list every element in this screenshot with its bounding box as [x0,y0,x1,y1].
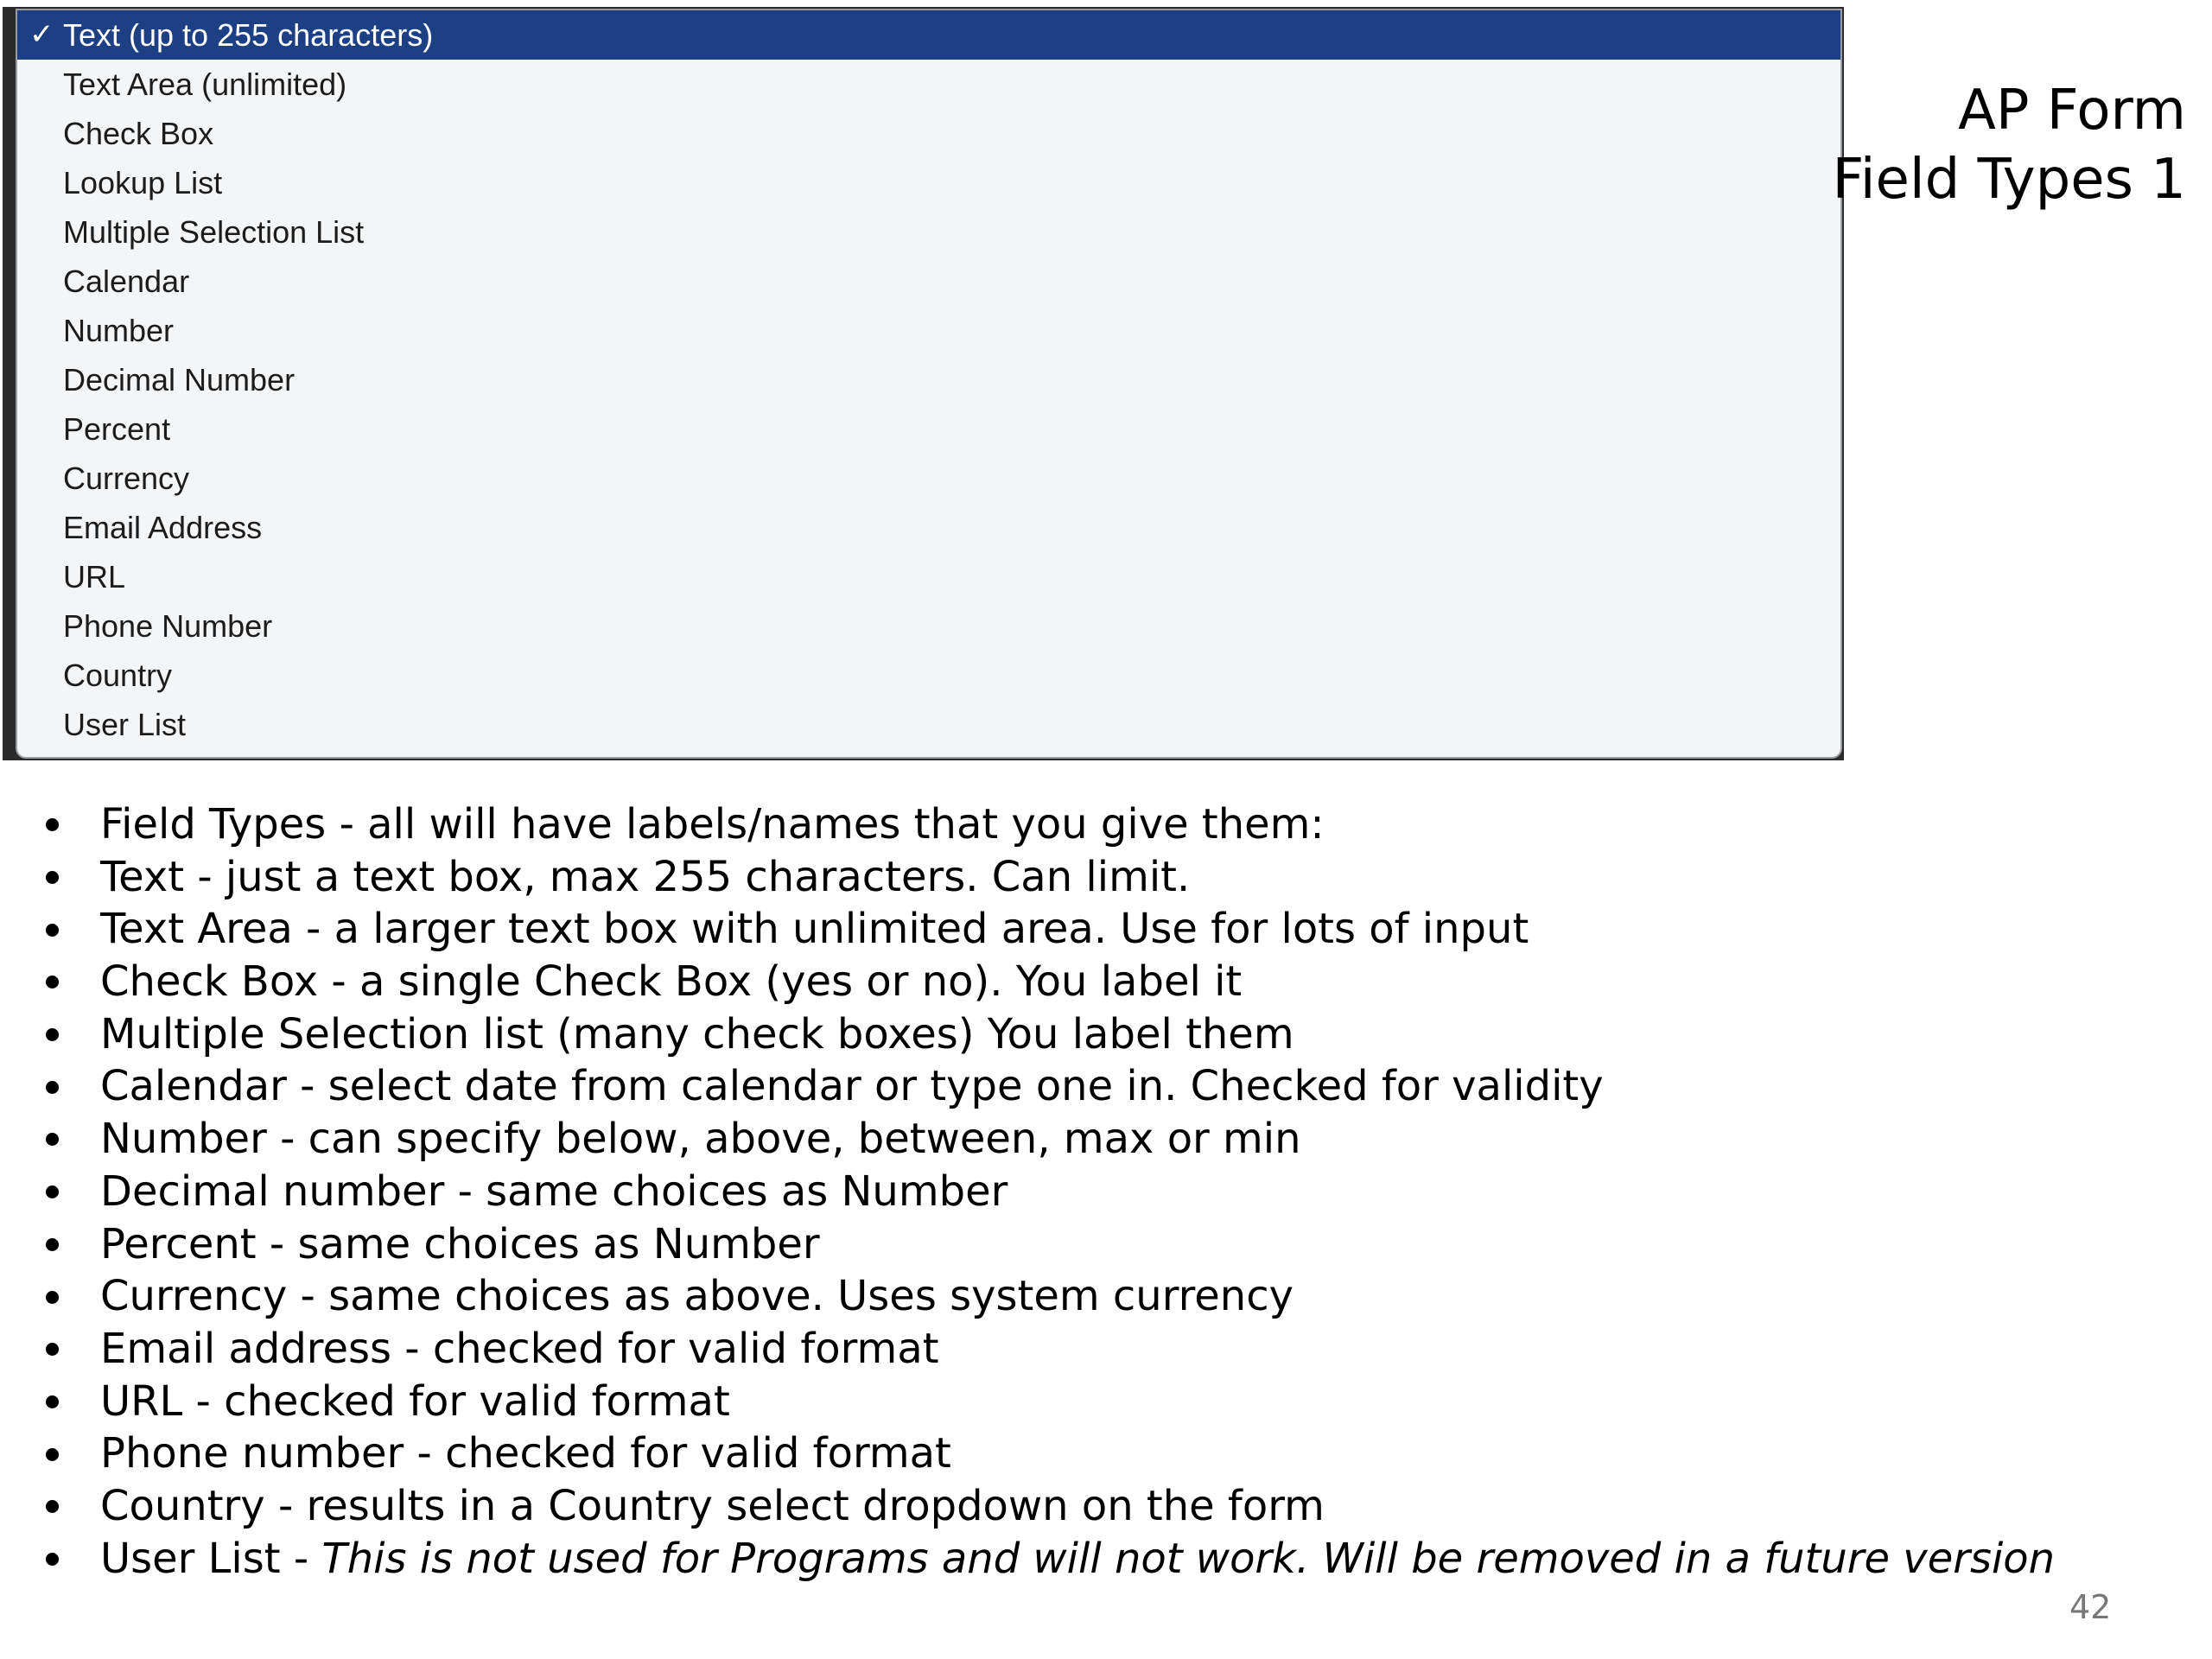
bullet-dot [46,1291,59,1304]
bullet-item: Decimal number - same choices as Number [35,1166,2055,1218]
bullet-item: Field Types - all will have labels/names that you give them: [35,798,2055,851]
option-phone-number[interactable]: Phone Number [63,608,273,644]
option-check-box[interactable]: Check Box [63,116,214,151]
field-type-dropdown-menu[interactable] [16,9,1842,759]
option-calendar[interactable]: Calendar [63,264,190,299]
option-lookup-list[interactable]: Lookup List [63,165,223,200]
field-type-bullet-list [35,798,2055,1585]
user-list-note: This is not used for Programs and will not work. Will be removed in a future version [321,1534,2056,1583]
bullet-item: Check Box - a single Check Box (yes or no). You label it [35,956,2055,1008]
bullet-dot [46,1238,59,1251]
bullet-item: Currency - same choices as above. Uses system currency [35,1270,2055,1323]
bullet-dot [46,1081,59,1094]
bullet-dot [46,1028,59,1041]
bullet-dot [46,1500,59,1513]
bullet-item: Number - can specify below, above, between, max or min [35,1113,2055,1166]
bullet-dot [46,1448,59,1461]
bullet-dot [46,1185,59,1198]
slide-title [1833,76,2186,214]
slide-title-line-1: AP Form [1958,79,2186,143]
option-country[interactable]: Country [63,658,173,693]
checkmark-icon: ✓ [29,17,54,52]
slide-title-line-2: Field Types 1 [1832,148,2186,212]
option-currency[interactable]: Currency [63,461,190,496]
option-text[interactable] [17,10,1840,60]
bullet-item: URL - checked for valid format [35,1376,2055,1428]
bullet-item: Multiple Selection list (many check boxes) You label them [35,1008,2055,1061]
bullet-dot [46,1553,59,1566]
option-user-list[interactable]: User List [63,707,187,742]
option-text-area[interactable]: Text Area (unlimited) [63,67,347,102]
page-number: 42 [2069,1588,2112,1626]
bullet-dot [46,1343,59,1356]
option-email-address[interactable]: Email Address [63,510,263,545]
bullet-item: Phone number - checked for valid format [35,1427,2055,1480]
bullet-item: Text Area - a larger text box with unlimited area. Use for lots of input [35,903,2055,956]
option-multiple-selection-list[interactable]: Multiple Selection List [63,214,365,250]
bullet-dot [46,871,59,884]
bullet-dot [46,924,59,937]
option-number[interactable]: Number [63,313,175,348]
bullet-item: Country - results in a Country select dropdown on the form [35,1480,2055,1533]
bullet-dot [46,1395,59,1408]
option-url[interactable]: URL [63,559,126,594]
option-label: Text (up to 255 characters) [63,17,434,53]
bullet-item: Percent - same choices as Number [35,1218,2055,1271]
bullet-item: User List - This is not used for Programs and will not work. Will be removed in a future version [35,1533,2055,1586]
bullet-dot [46,976,59,988]
bullet-item: Email address - checked for valid format [35,1323,2055,1376]
bullet-dot [46,818,59,831]
bullet-item: Calendar - select date from calendar or type one in. Checked for validity [35,1060,2055,1113]
option-percent[interactable]: Percent [63,411,171,447]
bullet-item: Text - just a text box, max 255 characters. Can limit. [35,851,2055,904]
option-decimal-number[interactable]: Decimal Number [63,362,296,397]
bullet-dot [46,1133,59,1146]
